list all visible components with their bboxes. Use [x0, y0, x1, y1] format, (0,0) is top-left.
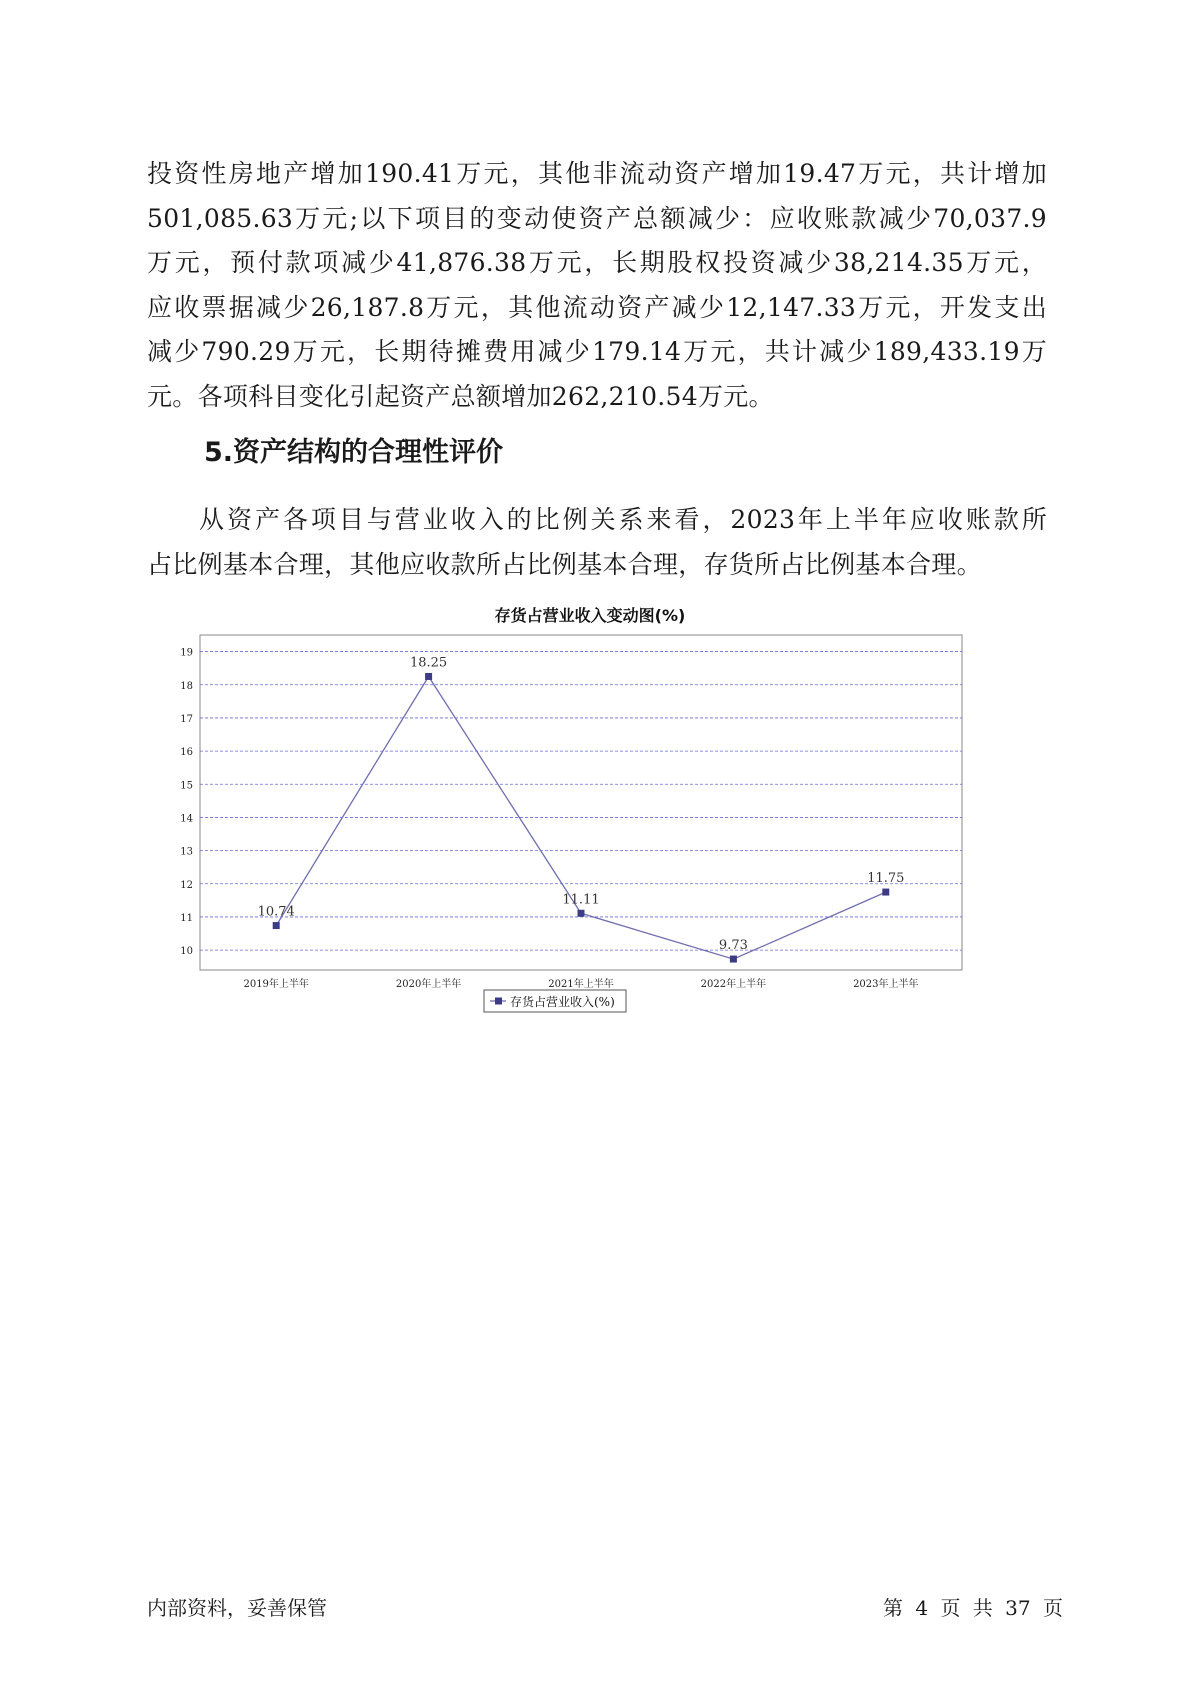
- body-paragraph-2: [147, 498, 1047, 587]
- y-axis-ticks: [180, 648, 193, 958]
- data-point: [273, 922, 280, 929]
- data-label: 9.73: [718, 938, 748, 954]
- paragraph-line: 从资产各项目与营业收入的比例关系来看，2023年上半年应收账款所: [199, 505, 1047, 534]
- y-tick-label: 14: [180, 813, 193, 825]
- legend-label: 存货占营业收入(%): [510, 995, 615, 1009]
- paragraph-line: 501,085.63万元;以下项目的变动使资产总额减少：应收账款减少70,037.9: [147, 203, 1047, 233]
- plot-area: [200, 635, 962, 970]
- x-tick-label: 2023年上半年: [853, 979, 919, 990]
- legend-marker: [495, 998, 502, 1005]
- chart-container: [150, 600, 1030, 1070]
- data-label: 11.75: [867, 871, 905, 887]
- y-tick-label: 10: [180, 946, 193, 958]
- paragraph-line: 减少790.29万元，长期待摊费用减少179.14万元，共计减少189,433.19万: [147, 337, 1047, 366]
- body-paragraph-1: [147, 152, 1047, 419]
- x-tick-label: 2021年上半年: [548, 979, 614, 990]
- paragraph-line: 占比例基本合理，其他应收款所占比例基本合理，存货所占比例基本合理。: [147, 549, 982, 579]
- y-tick-label: 18: [180, 680, 193, 692]
- x-tick-label: 2019年上半年: [243, 979, 309, 990]
- x-tick-label: 2020年上半年: [395, 979, 462, 990]
- section-heading: 5.资产结构的合理性评价: [204, 437, 504, 468]
- footer-confidential-note: 内部资料，妥善保管: [147, 1596, 327, 1620]
- y-tick-label: 15: [180, 780, 193, 792]
- data-label: 10.74: [257, 904, 295, 920]
- data-point: [882, 889, 889, 896]
- data-point: [578, 910, 585, 917]
- paragraph-line: 万元，预付款项减少41,876.38万元，长期股权投资减少38,214.35万元，: [147, 248, 1047, 277]
- chart-title: 存货占营业收入变动图(%): [494, 606, 686, 625]
- y-tick-label: 13: [180, 846, 193, 858]
- data-label: 11.11: [562, 892, 600, 908]
- footer-page-number: 第 4 页 共 37 页: [883, 1596, 1063, 1620]
- legend: [484, 990, 626, 1012]
- x-axis-ticks: [243, 977, 918, 990]
- y-tick-label: 12: [180, 879, 193, 891]
- y-tick-label: 11: [180, 912, 193, 924]
- data-label: 18.25: [409, 655, 448, 671]
- y-tick-label: 16: [180, 747, 193, 759]
- data-point: [425, 673, 432, 680]
- data-point: [730, 956, 737, 963]
- y-tick-label: 19: [180, 647, 193, 659]
- y-tick-label: 17: [180, 713, 193, 725]
- x-tick-label: 2022年上半年: [700, 979, 767, 990]
- paragraph-line: 元。各项科目变化引起资产总额增加262,210.54万元。: [147, 381, 774, 411]
- paragraph-line: 投资性房地产增加190.41万元，其他非流动资产增加19.47万元，共计增加: [147, 159, 1047, 188]
- line-chart: [150, 600, 1030, 1070]
- paragraph-line: 应收票据减少26,187.8万元，其他流动资产减少12,147.33万元，开发支出: [147, 292, 1047, 322]
